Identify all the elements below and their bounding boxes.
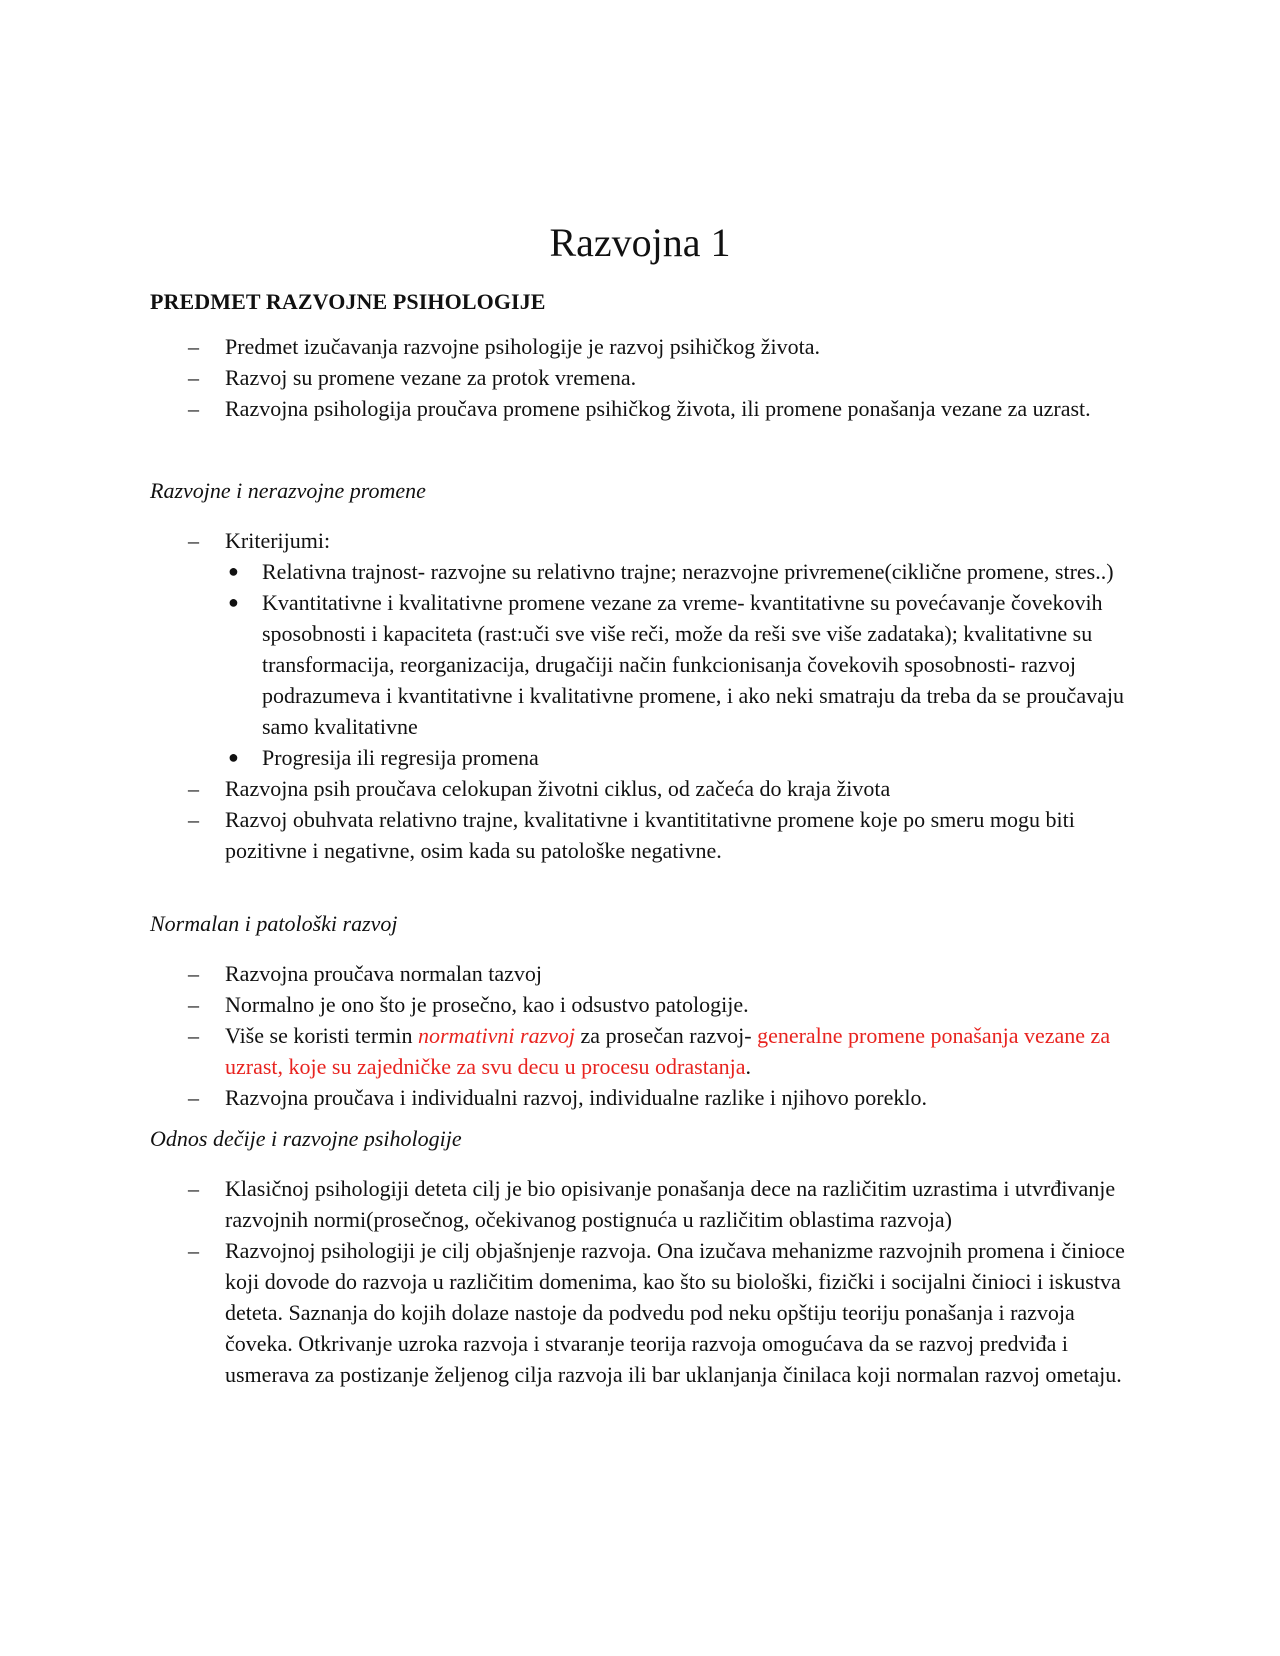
subheading-razvojne-promene: Razvojne i nerazvojne promene [150,478,426,503]
dash-marker: – [188,961,199,986]
list-item: – Razvojna psih proučava celokupan životni ciklus, od začeća do kraja života [0,773,1130,804]
list-item: – Predmet izučavanja razvojne psihologije je razvoj psihičkog života. [0,331,1130,362]
section2-list [0,525,1280,866]
dash-marker: – [188,528,199,553]
list-item: – Razvoj obuhvata relativno trajne, kvalitativne i kvantititativne promene koje po smeru mogu biti pozitivne i negativne, osim kada su patološke negativne. [0,804,1130,866]
dash-marker: – [188,334,199,359]
list-item: – Razvojna psihologija proučava promene psihičkog života, ili promene ponašanja vezane za uzrast. [0,393,1130,424]
bullet-marker: ● [228,747,239,767]
list-item: – Razvojna proučava i individualni razvoj, individualne razlike i njihovo poreklo. [0,1082,1130,1113]
section4-list [0,1173,1280,1390]
bullet-marker: ● [228,561,239,581]
dash-marker: – [188,992,199,1017]
dash-marker: – [188,1023,199,1048]
list-item: – Normalno je ono što je prosečno, kao i odsustvo patologije. [0,989,1130,1020]
dash-marker: – [188,1238,199,1263]
list-item: – Razvojnoj psihologiji je cilj objašnjenje razvoja. Ona izučava mehanizme razvojnih promena i činioce koji dovode do razvoja u različitim domenima, kao što su biološki, fizički i socijalni činioci i iskustva deteta. Saznanja do kojih dolaze nastoje da podvedu pod neku opštiju teoriju ponašanja i razvoja čoveka. Otkrivanje uzroka razvoja i stvaranje teorija razvoja omogućava da se razvoj predviđa i usmerava za postizanje željenog cilja razvoja ili bar uklanjanja činilaca koji normalan razvoj ometaju. [0,1235,1130,1390]
subheading-normalan-razvoj: Normalan i patološki razvoj [150,911,398,936]
document-title: Razvojna 1 [549,220,731,265]
list-item: – Razvojna proučava normalan tazvoj [0,958,1130,989]
dash-marker: – [188,1176,199,1201]
bullet-item: ● Relativna trajnost- razvojne su relativno trajne; nerazvojne privremene(ciklične promene, stres..) [0,556,1130,587]
dash-marker: – [188,396,199,421]
highlight-term: normativni razvoj [417,1023,576,1048]
subheading-odnos: Odnos dečije i razvojne psihologije [150,1126,462,1151]
list-item: – Razvoj su promene vezane za protok vremena. [0,362,1130,393]
bullet-item: ● Progresija ili regresija promena [0,742,1130,773]
dash-marker: – [188,776,199,801]
highlight-definition: generalne promene ponašanja vezane za uzrast, koje su zajedničke za svu decu u procesu odrastanja [225,1023,1111,1079]
bullet-item: ● Kvantitativne i kvalitativne promene vezane za vreme- kvantitativne su povećavanje čovekovih sposobnosti i kapaciteta (rast:uči sve više reči, može da reši sve više zadataka); kvalitativne su transformacija, reorganizacija, drugačiji način funkcionisanja čovekovih sposobnosti- razvoj podrazumeva i kvantitativne i kvalitativne promene, i ako neki smatraju da treba da se proučavaju samo kvalitativne [0,587,1130,742]
list-item: – Kriterijumi: [0,525,1130,556]
section-heading-predmet: PREDMET RAZVOJNE PSIHOLOGIJE [150,289,546,314]
dash-marker: – [188,1085,199,1110]
list-item: – Više se koristi termin normativni razvoj za prosečan razvoj- generalne promene ponašanja vezane za uzrast, koje su zajedničke za svu decu u procesu odrastanja. [0,1020,1130,1082]
dash-marker: – [188,807,199,832]
bullet-marker: ● [228,592,239,612]
dash-marker: – [188,365,199,390]
section3-list [0,958,1280,1113]
list-item: – Klasičnoj psihologiji deteta cilj je bio opisivanje ponašanja dece na različitim uzrastima i utvrđivanje razvojnih normi(prosečnog, očekivanog postignuća u različitim oblastima razvoja) [0,1173,1130,1235]
section1-list [0,331,1280,424]
